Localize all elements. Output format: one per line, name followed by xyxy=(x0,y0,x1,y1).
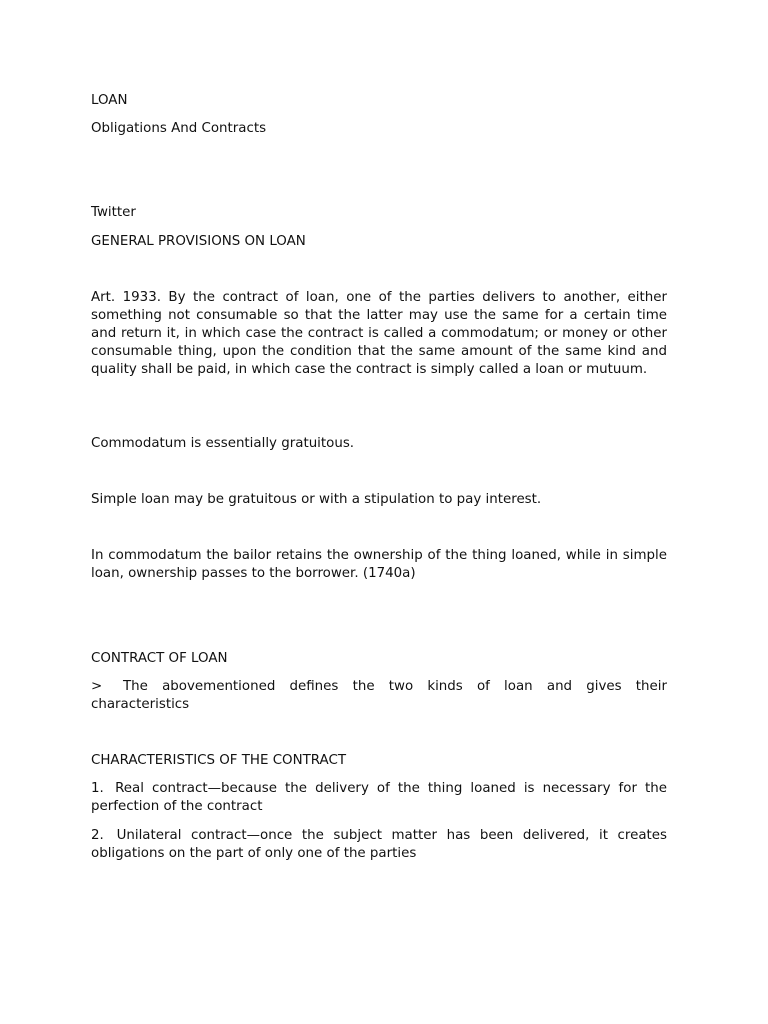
section-heading-general-provisions: GENERAL PROVISIONS ON LOAN xyxy=(91,234,306,249)
bullet-paragraph xyxy=(91,678,667,714)
commodatum-gratuitous-line: Commodatum is essentially gratuitous. xyxy=(91,436,355,451)
list-item-number: 2. xyxy=(91,828,104,843)
list-item-number: 1. xyxy=(91,781,104,796)
section-heading-contract-of-loan: CONTRACT OF LOAN xyxy=(91,651,228,666)
bullet-marker: > xyxy=(91,679,103,694)
document-title: LOAN xyxy=(91,93,128,108)
list-item xyxy=(91,780,667,816)
ownership-paragraph: In commodatum the bailor retains the ownership of the thing loaned, while in simple loan, ownership passes to the borrower. (1740a) xyxy=(91,548,667,581)
simple-loan-line: Simple loan may be gratuitous or with a stipulation to pay interest. xyxy=(91,492,542,507)
twitter-label: Twitter xyxy=(91,205,136,220)
list-item-text: Unilateral contract—once the subject matter has been delivered, it creates obligations on the part of only one of the parties xyxy=(91,828,667,861)
list-item-text: Real contract—because the delivery of the thing loaned is necessary for the perfection of the contract xyxy=(91,781,667,814)
section-heading-characteristics: CHARACTERISTICS OF THE CONTRACT xyxy=(91,753,347,768)
document-subtitle: Obligations And Contracts xyxy=(91,121,267,136)
article-1933-paragraph: Art. 1933. By the contract of loan, one of the parties delivers to another, either something not consumable so that the latter may use the same for a certain time and return it, in which case the contract is called a commodatum; or money or other consumable thing, upon the condition that the same amount of the same kind and quality shall be paid, in which case the contract is simply called a loan or mutuum. xyxy=(91,290,667,377)
list-item xyxy=(91,827,667,863)
bullet-text: The abovementioned defines the two kinds of loan and gives their characteristics xyxy=(91,679,667,712)
